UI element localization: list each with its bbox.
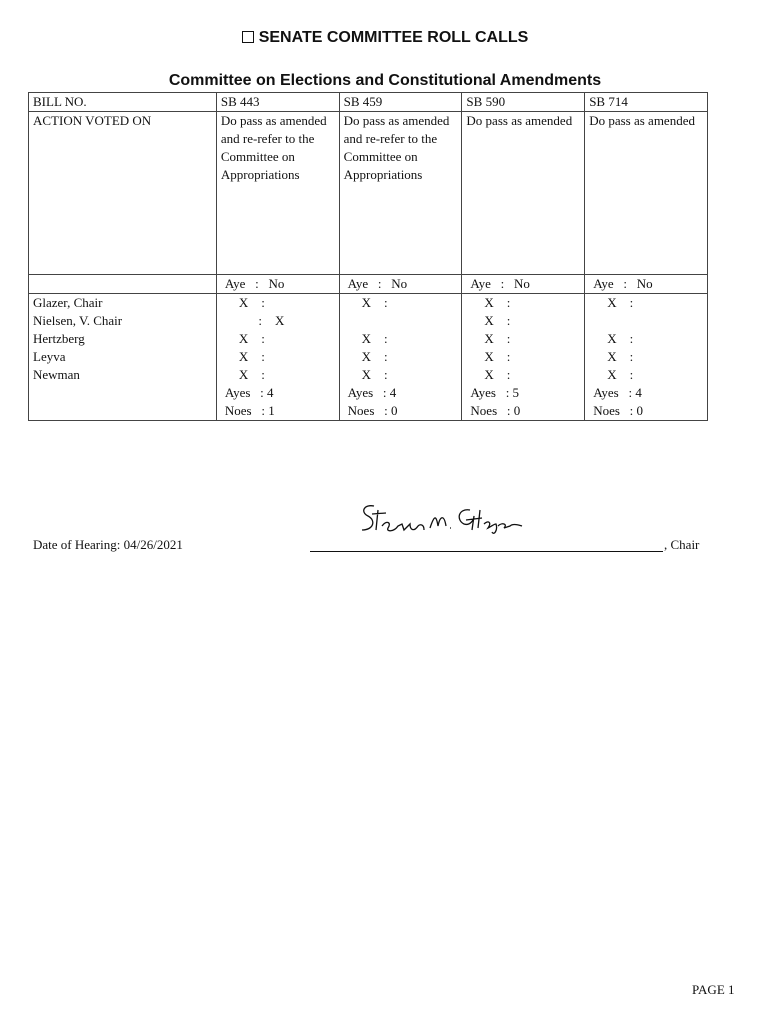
bill-number: SB 459 xyxy=(339,93,462,112)
bill-number: SB 714 xyxy=(585,93,708,112)
ayes-count: Ayes : 5 xyxy=(470,385,520,400)
tally-cell xyxy=(462,384,585,421)
action-text: Do pass as amended and re-refer to the Committee on Appropriations xyxy=(216,112,339,275)
aye-no-header: Aye : No xyxy=(216,275,339,294)
signature-line xyxy=(310,551,663,552)
ayes-count: Ayes : 4 xyxy=(224,385,274,400)
title-text: SENATE COMMITTEE ROLL CALLS xyxy=(258,29,529,46)
checkbox-icon xyxy=(242,31,254,43)
chair-label: , Chair xyxy=(664,537,700,552)
member-name: Newman xyxy=(29,366,217,384)
vote-cell: X : xyxy=(462,312,585,330)
vote-cell: X : xyxy=(339,330,462,348)
member-name: Leyva xyxy=(29,348,217,366)
member-row xyxy=(29,366,708,384)
page-number: PAGE 1 xyxy=(692,982,735,997)
member-name: Hertzberg xyxy=(29,330,217,348)
vote-cell: X : xyxy=(585,330,708,348)
roll-call-table xyxy=(28,92,708,421)
member-name: Glazer, Chair xyxy=(29,294,217,313)
vote-cell: X : xyxy=(585,348,708,366)
vote-cell: X : xyxy=(585,366,708,384)
vote-cell: X : xyxy=(339,348,462,366)
action-text: Do pass as amended xyxy=(585,112,708,275)
bill-row xyxy=(29,93,708,112)
vote-cell: X : xyxy=(585,294,708,313)
member-name: Nielsen, V. Chair xyxy=(29,312,217,330)
vote-cell: X : xyxy=(462,330,585,348)
vote-cell: X : xyxy=(462,294,585,313)
chair-signature xyxy=(358,500,528,540)
aye-no-header: Aye : No xyxy=(462,275,585,294)
vote-cell xyxy=(585,312,708,330)
vote-cell: X : xyxy=(216,330,339,348)
noes-count: Noes : 0 xyxy=(347,403,398,418)
document-title xyxy=(0,29,770,47)
action-label: ACTION VOTED ON xyxy=(29,112,217,275)
member-row xyxy=(29,312,708,330)
tally-cell xyxy=(339,384,462,421)
bill-number: SB 443 xyxy=(216,93,339,112)
vote-cell: X : xyxy=(216,348,339,366)
aye-no-header: Aye : No xyxy=(585,275,708,294)
bill-number: SB 590 xyxy=(462,93,585,112)
ayes-count: Ayes : 4 xyxy=(593,385,642,400)
vote-cell: X : xyxy=(462,366,585,384)
vote-cell: X : xyxy=(216,366,339,384)
committee-name: Committee on Elections and Constitutional Amendments xyxy=(168,72,602,89)
vote-cell xyxy=(339,312,462,330)
vote-cell: X : xyxy=(339,366,462,384)
member-row xyxy=(29,348,708,366)
ayes-count: Ayes : 4 xyxy=(347,385,397,400)
action-text: Do pass as amended xyxy=(462,112,585,275)
vote-cell: X : xyxy=(216,294,339,313)
noes-count: Noes : 1 xyxy=(224,403,275,418)
member-row xyxy=(29,330,708,348)
member-row xyxy=(29,294,708,313)
vote-cell: X : xyxy=(339,294,462,313)
aye-no-header-row xyxy=(29,275,708,294)
bill-label: BILL NO. xyxy=(29,93,217,112)
aye-no-header: Aye : No xyxy=(339,275,462,294)
date-of-hearing: Date of Hearing: 04/26/2021 xyxy=(33,537,183,552)
noes-count: Noes : 0 xyxy=(593,403,644,418)
noes-count: Noes : 0 xyxy=(470,403,521,418)
action-text: Do pass as amended and re-refer to the Committee on Appropriations xyxy=(339,112,462,275)
tally-row xyxy=(29,384,708,421)
vote-cell: : X xyxy=(216,312,339,330)
tally-cell xyxy=(585,384,708,421)
tally-cell xyxy=(216,384,339,421)
vote-cell: X : xyxy=(462,348,585,366)
action-row xyxy=(29,112,708,275)
